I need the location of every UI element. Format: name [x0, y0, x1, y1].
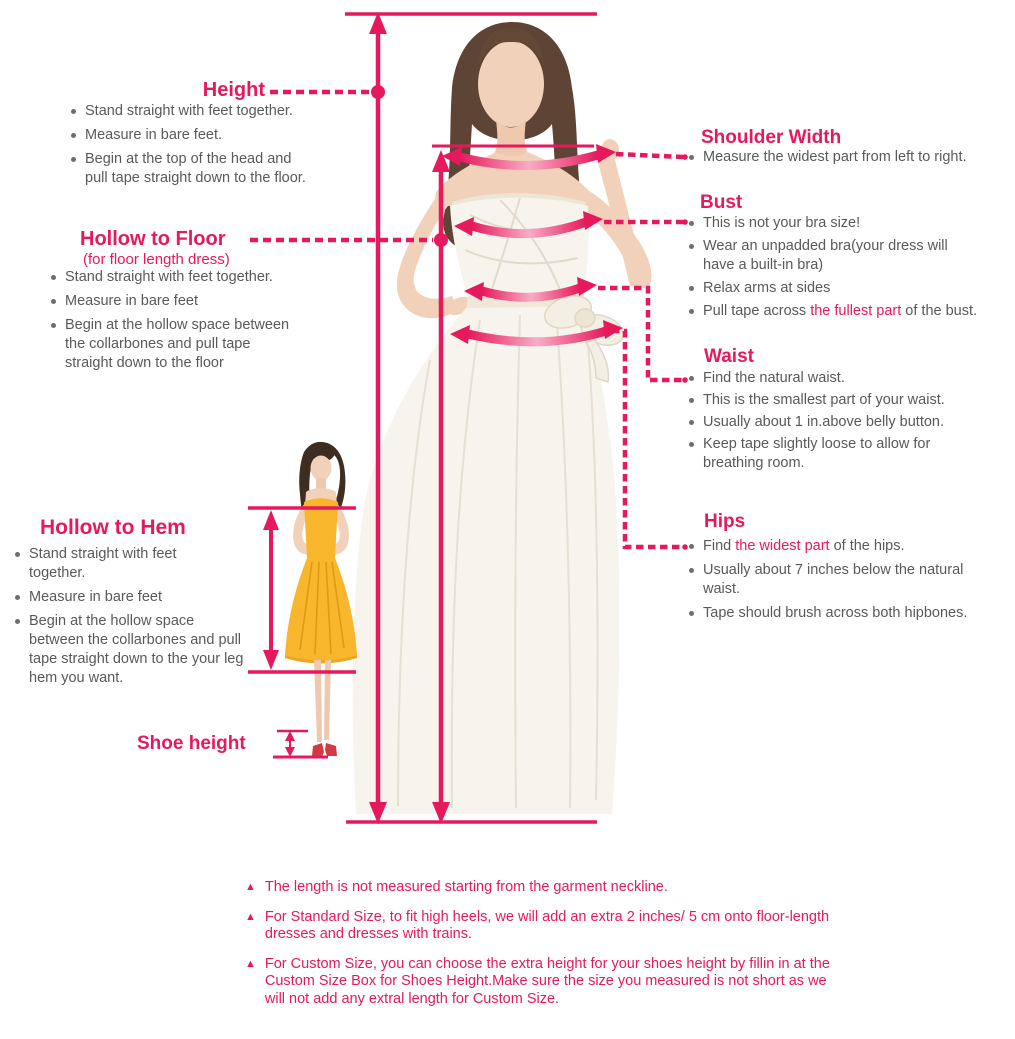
hem-arrow-top [263, 510, 279, 530]
bullet-text: This is not your bra size! [703, 215, 861, 231]
footnotes [245, 879, 860, 1020]
shoulder-width-section-title: Shoulder Width [701, 127, 842, 148]
bullet-item [686, 604, 1015, 623]
height-dot [371, 85, 385, 99]
bullet-item [686, 237, 1011, 275]
bullet-item [48, 292, 300, 311]
red-shoe-right [325, 743, 337, 756]
small-head [311, 456, 332, 481]
footnote-item [245, 909, 860, 944]
bullet-item [48, 316, 300, 373]
hollow-to-floor-section-title: Hollow to Floor [80, 228, 226, 250]
footnote-text: The length is not measured starting from the garment neckline. [264, 879, 668, 895]
red-shoe-left [312, 743, 324, 757]
bullet-item [686, 435, 1015, 473]
hollow-dot [434, 233, 448, 247]
bullet-text: Begin at the hollow space between the collarbones and pull tape straight down to the your leg hem you want. [29, 613, 244, 686]
warning-triangle-icon: ▲ [245, 957, 256, 970]
bust-bullet-list [686, 214, 1011, 325]
bullet-item [12, 588, 257, 607]
dress-skirt [353, 306, 620, 814]
hips-section-title: Hips [704, 511, 746, 532]
shoe-arrow-top [285, 731, 295, 741]
warning-triangle-icon: ▲ [245, 881, 256, 893]
hips-bullet-list [686, 537, 1015, 628]
bullet-text: Find the widest part of the hips. [703, 538, 905, 554]
bullet-text: Relax arms at sides [703, 280, 831, 296]
bullet-text: Stand straight with feet together. [65, 269, 273, 285]
bullet-item [68, 126, 318, 145]
bullet-text: Find the natural waist. [703, 370, 845, 386]
bullet-text: Stand straight with feet together. [29, 546, 177, 581]
bullet-text: This is the smallest part of your waist. [703, 392, 945, 408]
head [478, 41, 544, 127]
height-section-title: Height [202, 79, 265, 101]
bullet-text: Begin at the hollow space between the collarbones and pull tape straight down to the floor [65, 317, 290, 371]
highlighted-text: the widest part [735, 538, 830, 554]
bullet-text: Pull tape across the fullest part of the bust. [703, 303, 978, 319]
bullet-text: Measure in bare feet [29, 589, 162, 605]
shoe-height-label: Shoe height [137, 733, 246, 754]
shoulder-width-bullet-list [686, 148, 1011, 172]
bullet-text: Usually about 1 in.above belly button. [703, 414, 945, 430]
bullet-text: Stand straight with feet together. [85, 103, 293, 119]
bullet-item [686, 148, 1011, 167]
hollow-to-hem-bullet-list [12, 545, 257, 693]
footnote-text: For Custom Size, you can choose the extra height for your shoes height by fillin in at the Custom Size Box for Shoes Height.Make sure the size you measured is not short as we will not add any extral length for Custom Size. [264, 955, 830, 1007]
hollow-to-floor-subtitle: (for floor length dress) [83, 251, 230, 268]
footnote-item [245, 956, 860, 1009]
bullet-item [68, 102, 318, 121]
main-model [353, 22, 652, 814]
warning-triangle-icon: ▲ [245, 910, 256, 923]
bullet-item [48, 268, 300, 287]
height-bullet-list [68, 102, 318, 193]
bullet-item [686, 279, 1011, 298]
bullet-text: Measure in bare feet [65, 293, 198, 309]
bullet-text: Measure in bare feet. [85, 127, 223, 143]
waist-section-title: Waist [704, 346, 754, 367]
hem-arrow-bottom [263, 650, 279, 670]
waist-bullet-list [686, 369, 1015, 476]
bullet-text: Keep tape slightly loose to allow for breathing room. [703, 436, 931, 471]
shoulder-connector [616, 154, 683, 157]
bullet-text: Usually about 7 inches below the natural waist. [703, 562, 964, 597]
footnote-text: For Standard Size, to fit high heels, we will add an extra 2 inches/ 5 cm onto floor-length dresses and dresses with trains. [264, 908, 830, 942]
bullet-item [12, 612, 257, 688]
bullet-item [686, 413, 1015, 432]
bullet-item [68, 150, 318, 188]
bullet-text: Measure the widest part from left to right. [703, 149, 967, 165]
bust-section-title: Bust [700, 192, 743, 213]
bullet-item [686, 537, 1015, 556]
yellow-skirt [285, 558, 357, 661]
footnote-item [245, 879, 860, 897]
bullet-item [686, 561, 1015, 599]
highlighted-text: the fullest part [810, 303, 902, 319]
bullet-item [686, 302, 1011, 321]
small-model [285, 442, 357, 757]
hollow-to-hem-section-title: Hollow to Hem [40, 516, 186, 539]
hollow-to-floor-bullet-list [48, 268, 300, 378]
bullet-item [12, 545, 257, 583]
bullet-text: Begin at the top of the head and pull tape straight down to the floor. [85, 151, 306, 186]
bullet-text: Wear an unpadded bra(your dress will have a built-in bra) [703, 238, 948, 273]
hollow-arrow-top [432, 150, 450, 172]
bullet-text: Tape should brush across both hipbones. [703, 605, 968, 621]
bullet-item [686, 391, 1015, 410]
bullet-item [686, 214, 1011, 233]
bullet-item [686, 369, 1015, 388]
